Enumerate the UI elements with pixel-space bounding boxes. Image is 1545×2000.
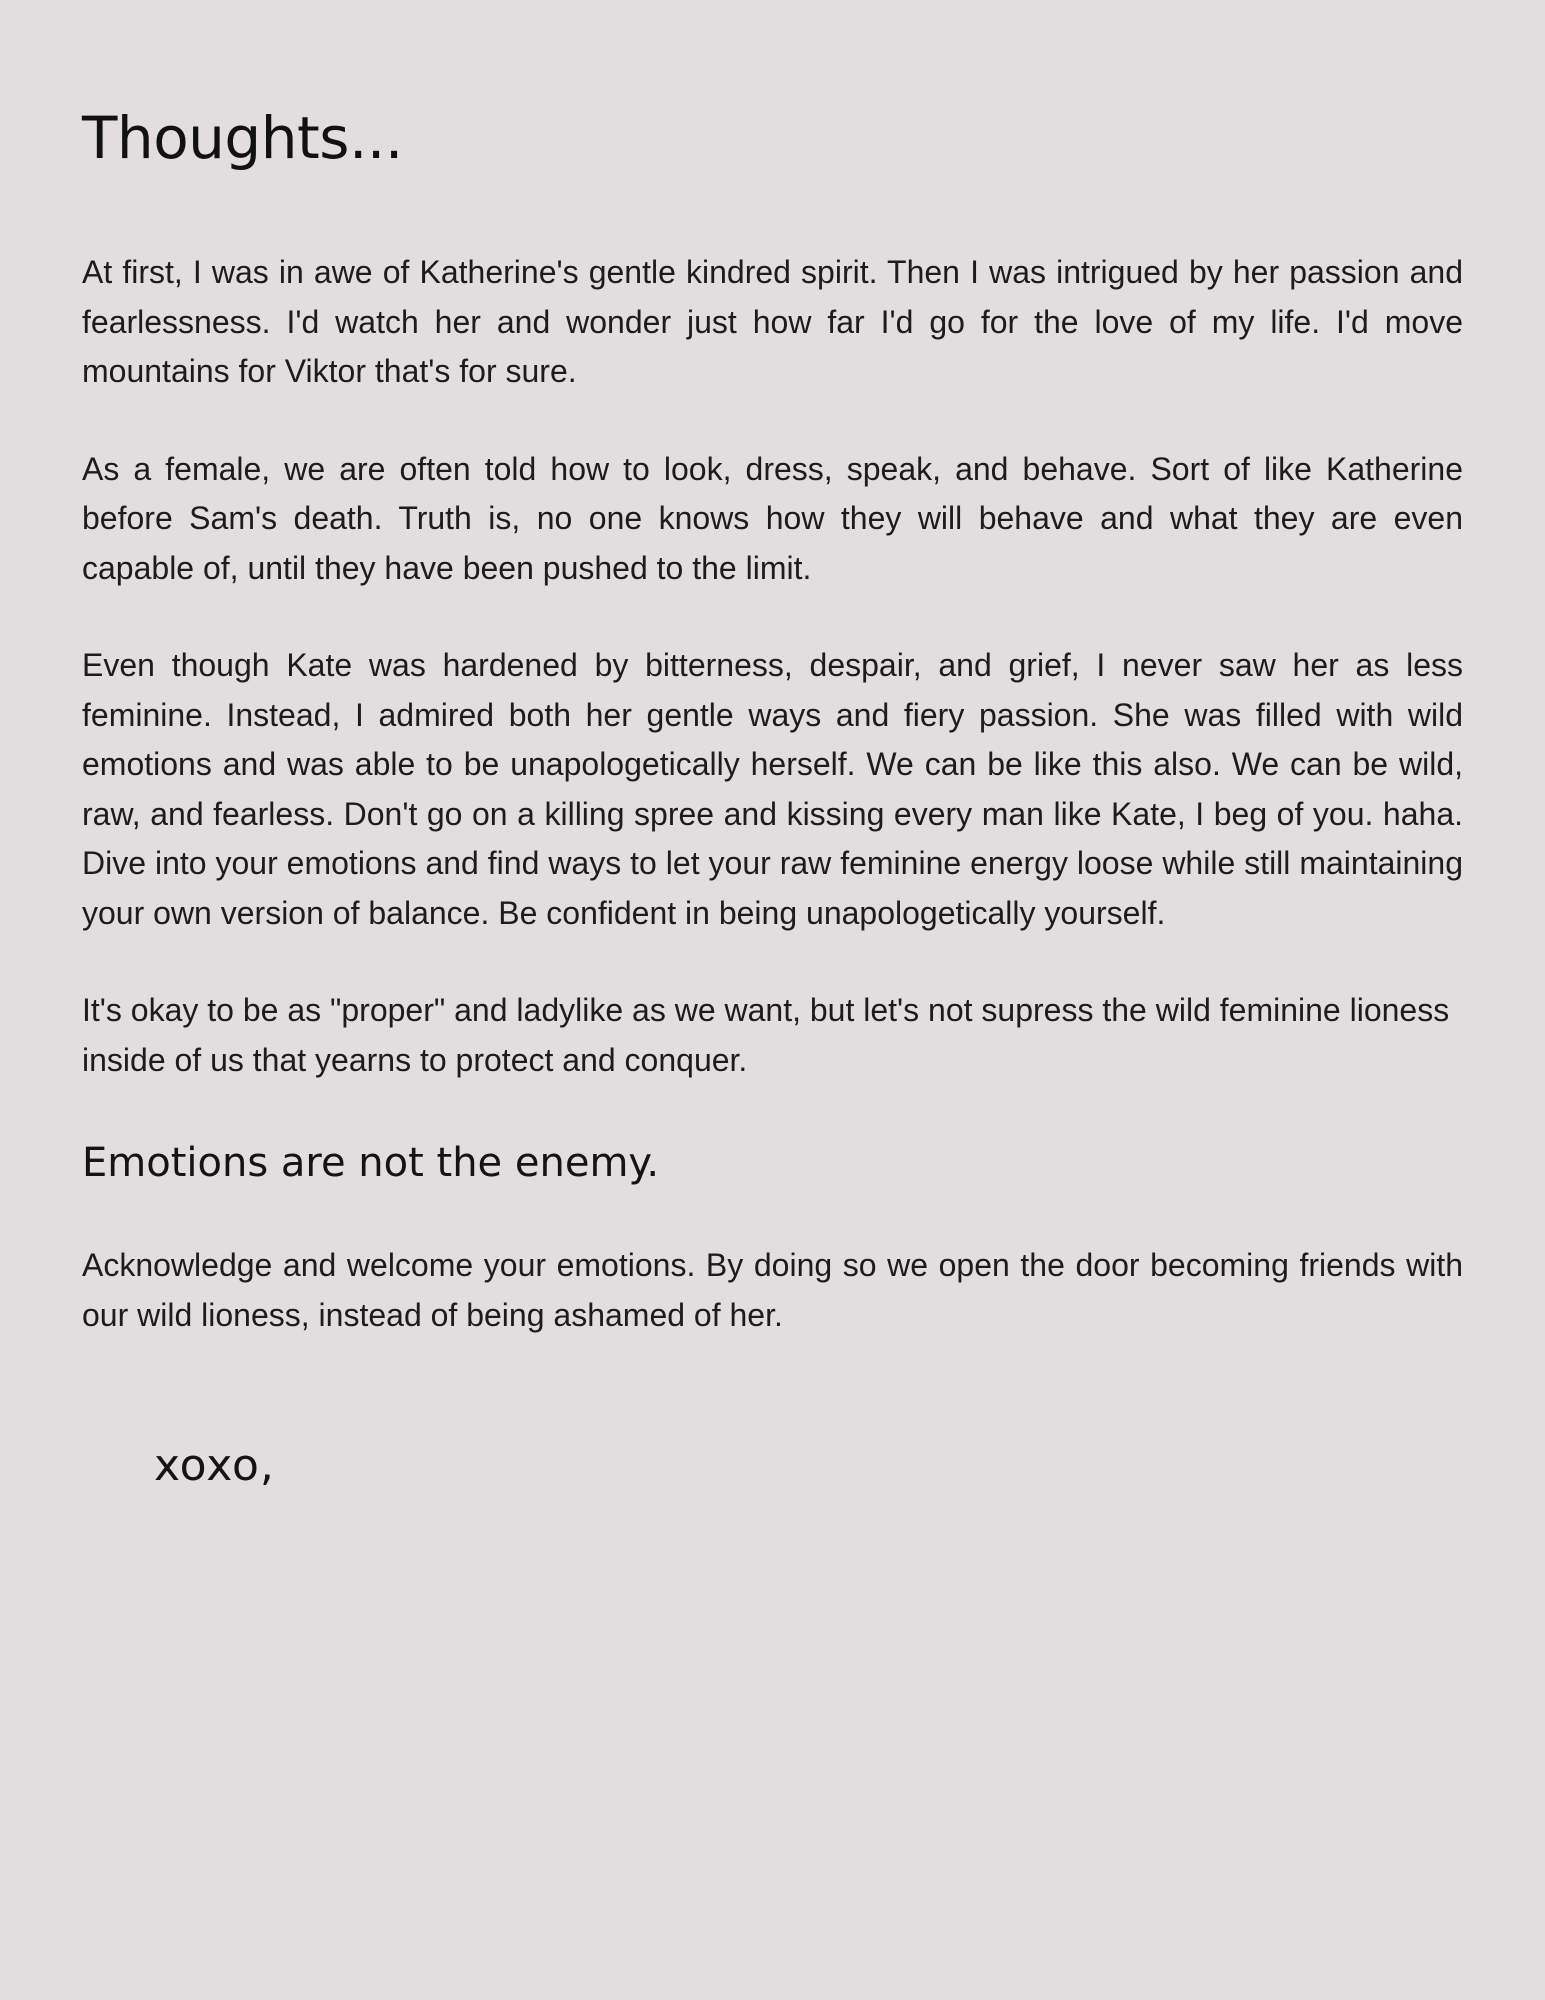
page-title: Thoughts... [82,104,403,172]
paragraph-4: It's okay to be as "proper" and ladylike as we want, but let's not supress the wild feminine lioness inside of us that yearns to protect and conquer. [82,992,1450,1078]
closing-paragraph: Acknowledge and welcome your emotions. By doing so we open the door becoming friends with our wild lioness, instead of being ashamed of her. [82,1247,1463,1333]
subheading: Emotions are not the enemy. [82,1140,660,1186]
signoff: xoxo, [154,1440,275,1491]
paragraph-3: Even though Kate was hardened by bitterness, despair, and grief, I never saw her as less feminine. Instead, I admired both her gentle ways and fiery passion. She was filled with wild emotions and was able to be unapologetically herself. We can be like this also. We can be wild, raw, and fearless. Don't go on a killing spree and kissing every man like Kate, I beg of you. haha. Dive into your emotions and find ways to let your raw feminine energy loose while still maintaining your own version of balance. Be confident in being unapologetically yourself. [82,647,1463,931]
paragraph-1: At first, I was in awe of Katherine's gentle kindred spirit. Then I was intrigued by her passion and fearlessness. I'd watch her and wonder just how far I'd go for the love of my life. I'd move mountains for Viktor that's for sure. [82,254,1463,389]
paragraph-2: As a female, we are often told how to look, dress, speak, and behave. Sort of like Katherine before Sam's death. Truth is, no one knows how they will behave and what they are even capable of, until they have been pushed to the limit. [82,450,1463,586]
